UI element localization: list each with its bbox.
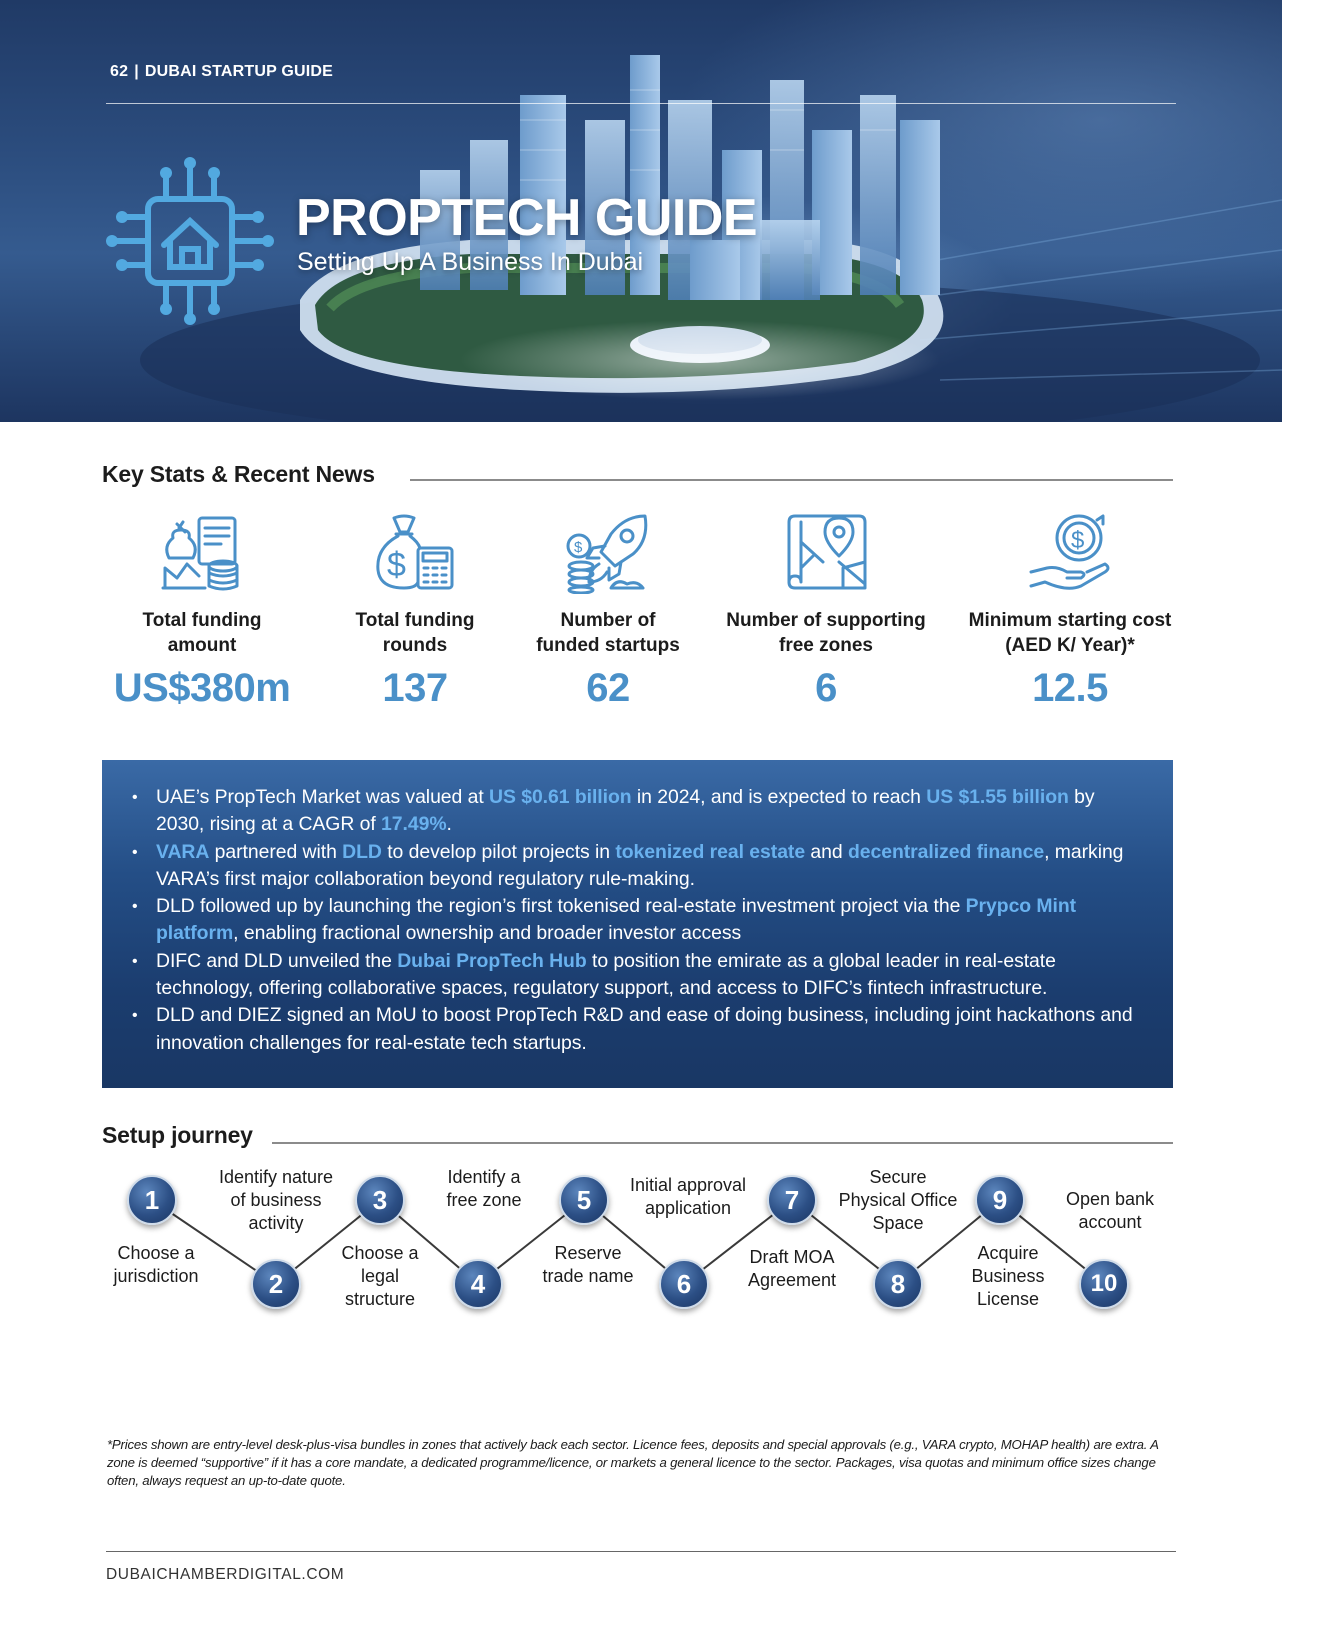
news-highlight: 17.49% [381,813,447,836]
step-label-line: free zone [446,1190,522,1210]
news-text: to develop pilot projects in [381,840,616,863]
svg-text:$: $ [387,546,406,584]
stat-label-line: Minimum starting cost [968,610,1172,631]
page-subtitle: Setting Up A Business In Dubai [297,248,644,276]
step-2-circle: 2 [251,1259,301,1309]
stat-label-line: free zones [779,635,873,656]
stat-label-line: rounds [382,635,448,656]
step-label-line: License [976,1289,1040,1309]
stat-label-line: Number of [560,610,656,631]
news-list [130,784,1133,1057]
stat-value: 62 [586,666,630,710]
publication-name: DUBAI STARTUP GUIDE [144,63,333,80]
step-5-label [518,1242,658,1288]
step-5-circle: 5 [559,1175,609,1225]
stat-value: US$380m [113,666,291,710]
stat-total-funding-amount [92,512,312,711]
step-6-label [618,1174,758,1220]
step-label-line: Reserve [554,1243,622,1263]
step-label-line: activity [248,1213,304,1233]
step-4-circle: 4 [453,1259,503,1309]
step-7-label [722,1246,862,1292]
stat-value: 6 [815,666,837,710]
header-separator: | [134,63,139,80]
news-text: to position the emirate as a global leader in real-estate technology, offering collaborative spaces, regulatory support, and access to DIFC’s fintech infrastructure. [156,949,1056,1000]
news-text: DLD and DIEZ signed an MoU to boost PropTech R&D and ease of doing business, including joint hackathons and innovation challenges for real-estate tech startups. [156,1004,1133,1054]
news-text: , marking VARA’s first major collaboration beyond regulatory rule-making. [156,840,1124,890]
stat-label [305,608,525,658]
step-9-circle: 9 [975,1175,1025,1225]
news-highlight: US $1.55 billion [926,786,1069,808]
svg-text:$: $ [574,539,583,556]
stat-label-line: (AED K/ Year)* [1005,635,1135,656]
step-label-line: Physical Office [838,1190,958,1210]
stat-number-of-funded-startups [498,512,718,711]
setup-journey-timeline [0,1160,1341,1330]
page-header [110,63,333,81]
stat-value: 137 [382,666,448,710]
news-item [130,893,1133,948]
step-label-line: structure [344,1289,416,1309]
step-label-line: Business [971,1266,1045,1286]
hand-dollar-icon [1027,512,1113,594]
stat-label-line: Number of supporting [726,610,926,631]
step-label-line: application [644,1198,732,1218]
step-label-line: account [1078,1212,1142,1232]
step-label-line: Acquire [977,1243,1039,1263]
step-7-circle: 7 [767,1175,817,1225]
step-8-circle: 8 [873,1259,923,1309]
news-item [130,784,1133,839]
step-3-label [310,1242,450,1311]
news-text: UAE’s PropTech Market was valued at [156,786,490,808]
step-3-circle: 3 [355,1175,405,1225]
news-text: by 2030, rising at a CAGR of [156,786,1095,836]
news-text: , enabling fractional ownership and broader investor access [233,922,742,945]
news-text: DIFC and DLD unveiled the [156,949,398,972]
step-1-label [86,1242,226,1288]
news-highlight: tokenized real estate [615,840,806,863]
step-2-label [206,1166,346,1235]
page-title: PROPTECH GUIDE [296,189,758,247]
setup-journey-heading: Setup journey [102,1122,253,1148]
news-text: . [446,813,452,836]
step-label-line: legal [360,1266,400,1286]
stat-label [716,608,936,658]
step-label-line: Choose a [341,1243,419,1263]
page-number: 62 [110,63,129,80]
step-label-line: Space [872,1213,924,1233]
svg-text:$: $ [1071,527,1085,554]
news-highlight: Prypco Mint platform [156,895,1077,945]
step-1-circle: 1 [127,1175,177,1225]
rocket-coins-icon [565,512,651,594]
hero-banner [0,0,1282,422]
news-text: DLD followed up by launching the region’s first tokenised real-estate investment project via the [156,895,966,918]
step-label-line: Initial approval [629,1175,747,1195]
footer-website-link[interactable]: DUBAICHAMBERDIGITAL.COM [106,1566,345,1583]
header-divider [106,103,1176,104]
step-label-line: Choose a [117,1243,195,1263]
step-label-line: of business [230,1190,322,1210]
money-bag-calculator-icon [372,512,458,594]
news-highlight: decentralized finance [847,840,1045,863]
news-item [130,1002,1133,1057]
news-text: partnered with [209,840,343,863]
step-label-line: Identify nature [218,1167,334,1187]
stat-number-of-supporting-free-zones [716,512,936,711]
pricing-footnote: *Prices shown are entry-level desk-plus-visa bundles in zones that actively back each sector. Licence fees, deposits and special approvals (e.g., VARA crypto, MOHAP health) are extra. A zone is deemed “supportive” if it has a core mandate, a dedicated programme/licence, or markets a general licence to the sector. Packages, visa quotas and minimum office sizes change often, always request an up-to-date quote. [107,1437,1159,1488]
stat-label [498,608,718,658]
stat-label [92,608,312,658]
news-text: in 2024, and is expected to reach [631,786,927,808]
stat-label-line: Total funding [142,610,262,631]
step-label-line: trade name [542,1266,634,1286]
step-4-label [414,1166,554,1212]
stat-label-line: funded startups [536,635,680,656]
stat-label [960,608,1180,658]
stat-minimum-starting-cost [960,512,1180,711]
step-label-line: Secure [869,1167,927,1187]
funding-amount-icon [159,512,245,594]
step-label-line: Agreement [747,1270,837,1290]
recent-news-panel [102,760,1173,1088]
step-label-line: jurisdiction [113,1266,199,1286]
news-highlight: US $0.61 billion [489,786,632,808]
news-highlight: VARA [156,840,210,863]
stat-value: 12.5 [1032,666,1108,710]
news-item [130,948,1133,1003]
step-10-label [1040,1188,1180,1234]
news-highlight: Dubai PropTech Hub [397,949,587,972]
stat-label-line: amount [167,635,237,656]
step-6-circle: 6 [659,1259,709,1309]
stat-total-funding-rounds [305,512,525,711]
circuit-house-icon [102,153,278,329]
step-10-circle: 10 [1079,1259,1129,1309]
step-label-line: Draft MOA [749,1247,835,1267]
key-stats-divider [410,479,1173,481]
step-9-label [938,1242,1078,1311]
news-item [130,839,1133,894]
key-stats-heading: Key Stats & Recent News [102,461,375,487]
stat-label-line: Total funding [355,610,475,631]
footer-divider [106,1551,1176,1552]
setup-journey-divider [272,1142,1173,1144]
news-text: and [805,840,848,863]
step-8-label [828,1166,968,1235]
step-label-line: Identify a [447,1167,521,1187]
map-pin-icon [783,512,869,594]
news-highlight: DLD [342,840,382,863]
step-label-line: Open bank [1065,1189,1155,1209]
